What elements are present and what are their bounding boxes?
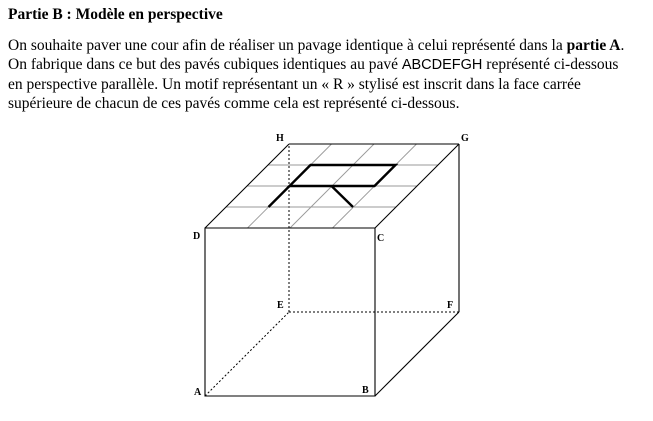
vertex-label-e: E [277, 300, 284, 311]
line2-text: On fabrique dans ce but des pavés cubiques identiques au pavé [8, 56, 402, 73]
line1-text: On souhaite paver une cour afin de réaliser un pavage identique à celui représenté dans la [8, 37, 567, 54]
edge-fb [375, 312, 459, 396]
paragraph-line-4: supérieure de chacun de ces pavés comme cela est représenté ci-dessous. [8, 95, 460, 112]
vertex-label-a: A [194, 387, 202, 398]
paragraph-line-3: en perspective parallèle. Un motif représentant un « R » stylisé est inscrit dans la face carrée [8, 76, 581, 93]
vertex-label-b: B [362, 385, 369, 396]
r-motif-leg [332, 186, 354, 207]
vertex-label-c: C [377, 233, 385, 244]
partie-a-reference: partie A [566, 37, 621, 54]
line1-end: . [620, 37, 625, 54]
cube-name: ABCDEFGH [401, 57, 483, 73]
vertex-label-d: D [193, 231, 201, 242]
vertex-label-f: F [447, 300, 454, 311]
vertex-label-h: H [276, 133, 284, 144]
vertex-label-g: G [461, 133, 469, 144]
r-motif-stem [269, 186, 290, 207]
line2-end: représenté ci-dessous [482, 56, 619, 73]
edge-ae [205, 312, 289, 396]
section-heading: Partie B : Modèle en perspective [8, 6, 223, 23]
